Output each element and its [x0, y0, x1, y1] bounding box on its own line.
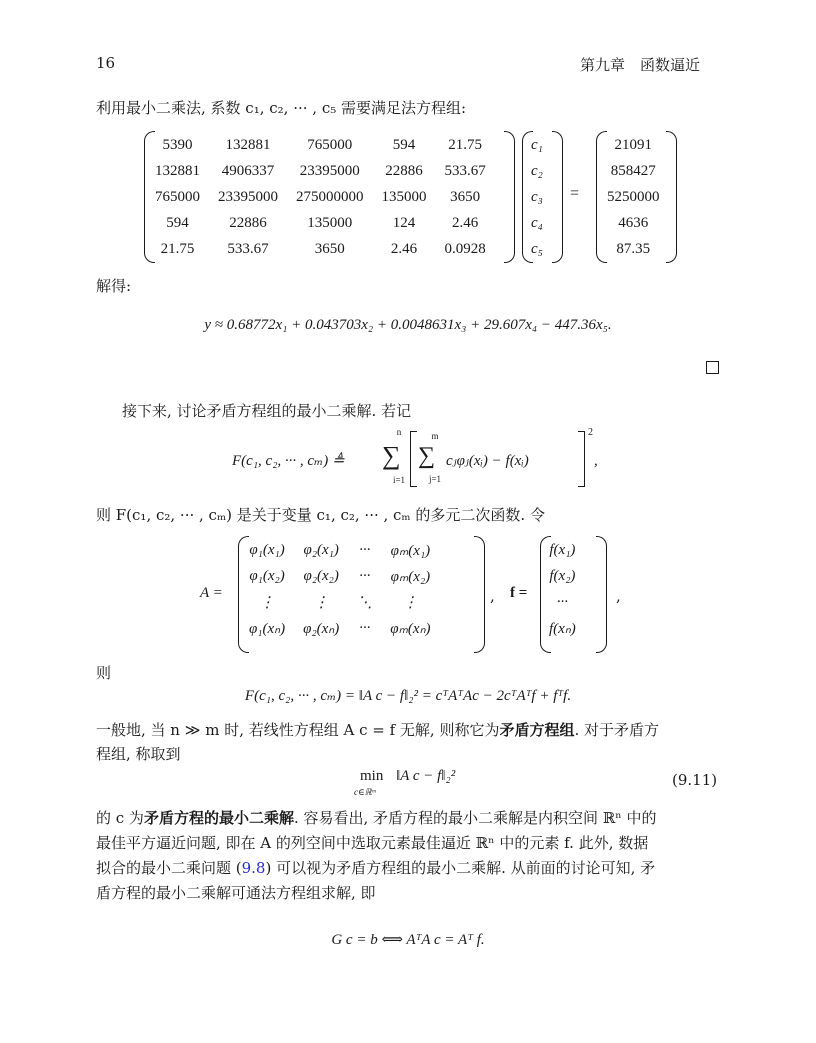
min-expression [352, 768, 472, 808]
text-run: 一般地, 当 n ≫ m 时, 若线性方程组 A c = f 无解, 则称它为 [96, 721, 500, 739]
right-square-bracket [578, 431, 585, 487]
vector-c-cell: c₃ [531, 188, 543, 205]
matrix-A-cell: φ₁(x₂) [249, 567, 285, 584]
vector-f-cell: ··· [556, 593, 569, 610]
vector-b-row [598, 132, 669, 158]
normal-equation-system [140, 127, 680, 267]
sum-upper: n [396, 427, 402, 437]
matrix-A-cell: ⋮ [313, 594, 329, 611]
paragraph-2: 接下来, 讨论矛盾方程组的最小二乘解. 若记 [122, 402, 412, 420]
vector-b-cell: 21091 [614, 136, 652, 153]
matrix-G-cell: 594 [392, 136, 416, 153]
matrix-G-cell: 765000 [155, 188, 200, 205]
matrix-definitions [200, 533, 640, 658]
right-bracket [474, 536, 485, 653]
matrix-A-cell: φ₂(xₙ) [303, 620, 340, 637]
chapter-title: 第九章 函数逼近 [580, 56, 701, 74]
matrix-G-cell: 135000 [381, 188, 427, 205]
matrix-G-cell: 5390 [162, 136, 193, 153]
text-run: 的 c 为 [96, 809, 144, 827]
matrix-A-cell: φ₂(x₁) [303, 541, 339, 558]
right-bracket [596, 536, 607, 653]
matrix-G-cell: 275000000 [296, 188, 364, 205]
matrix-A-cell: φ₁(x₁) [249, 541, 285, 558]
vector-b-cell: 4636 [618, 214, 649, 231]
vector-c-row [522, 158, 552, 184]
vector-f-row [540, 563, 585, 589]
min-body: ‖A c − f‖₂² [396, 768, 456, 784]
then-label: 则 [96, 664, 112, 682]
matrix-G-cell: 23395000 [218, 188, 278, 205]
matrix-G-cell: 594 [166, 214, 189, 231]
f-trailing-comma: , [616, 587, 621, 605]
matrix-G-cell: 132881 [225, 136, 271, 153]
matrix-A-cell: ⋮ [259, 594, 275, 611]
matrix-G-row [146, 236, 495, 262]
matrix-G-cell: 533.67 [227, 240, 269, 257]
A-label: A = [200, 585, 223, 601]
matrix-G-cell: 0.0928 [444, 240, 486, 257]
vector-b-cell: 858427 [610, 162, 656, 179]
vector-b-cell: 87.35 [616, 240, 651, 257]
solution-equation: y ≈ 0.68772x₁ + 0.043703x₂ + 0.0048631x₃ + 29.607x₄ − 447.36x₅. [204, 317, 612, 333]
matrix-A-row [240, 615, 440, 641]
vector-c-row [522, 236, 552, 262]
square-power: 2 [588, 427, 593, 438]
right-bracket [666, 131, 677, 263]
F-lhs: F(c₁, c₂, ··· , cₘ) ≜ [232, 453, 345, 469]
matrix-A-cell: φ₁(xₙ) [249, 620, 286, 637]
sum-symbol-icon: ∑ [382, 441, 401, 470]
paragraph-4-line-1 [96, 718, 659, 742]
right-bracket [552, 131, 563, 263]
qed-square-icon [706, 361, 719, 374]
equation-number: (9.11) [672, 771, 718, 789]
summand: cⱼφⱼ(xᵢ) − f(xᵢ) [446, 453, 529, 469]
intro-paragraph: 利用最小二乘法, 系数 c₁, c₂, ··· , c₅ 需要满足法方程组: [96, 99, 467, 117]
vector-f-row [540, 589, 585, 615]
defined-term: 矛盾方程组 [499, 721, 575, 739]
rhs-vector [598, 132, 669, 262]
text-run: 拟合的最小二乘问题 ( [96, 859, 242, 877]
vector-c-cell: c₂ [531, 162, 543, 179]
matrix-A-cell: ⋱ [357, 594, 373, 611]
matrix-A-cell: φₘ(x₂) [390, 568, 431, 585]
matrix-G-row [146, 184, 495, 210]
vector-c-row [522, 210, 552, 236]
right-bracket [504, 131, 515, 263]
matrix-A-cell: φₘ(x₁) [390, 542, 431, 559]
vector-c-cell: c₄ [531, 214, 543, 231]
matrix-G-cell: 23395000 [299, 162, 360, 179]
inner-sum-upper: m [431, 431, 439, 441]
sum-lower: i=1 [392, 475, 406, 485]
matrix-A-cell: ··· [359, 541, 371, 558]
matrix-G-row [146, 210, 495, 236]
inner-sum-symbol-icon: ∑ [418, 443, 436, 469]
matrix-G-row [146, 132, 495, 158]
vector-b-row [598, 184, 669, 210]
equation-reference-link[interactable]: 9.8 [241, 859, 266, 877]
inner-sum-lower: j=1 [428, 474, 442, 484]
min-operator: min [360, 768, 384, 784]
matrix-G-cell: 124 [392, 214, 416, 231]
paragraph-5-line-1 [96, 806, 657, 830]
matrix-G-cell: 3650 [450, 188, 481, 205]
left-square-bracket [410, 431, 417, 487]
trailing-comma: , [594, 453, 598, 469]
coefficient-matrix [146, 132, 495, 262]
vector-c-cell: c₅ [531, 240, 543, 257]
f-label: f = [510, 585, 528, 601]
text-run: . 容易看出, 矛盾方程的最小二乘解是内积空间 ℝⁿ 中的 [293, 809, 657, 827]
vector-c-cell: c₁ [531, 136, 543, 153]
paragraph-4-line-2: 程组, 称取到 [96, 745, 181, 763]
matrix-A-cell: φ₂(x₂) [303, 567, 339, 584]
A-trailing-comma: , [490, 587, 495, 605]
vector-f-cell: f(x₁) [549, 541, 576, 558]
final-equation: G c = b ⟺ AᵀA c = Aᵀ f. [331, 932, 485, 948]
matrix-A-cell: ⋮ [402, 594, 418, 611]
equals-sign: = [570, 185, 580, 202]
vector-f [540, 537, 585, 641]
vector-c-row [522, 184, 552, 210]
text-run: . 对于矛盾方 [574, 721, 660, 739]
paragraph-5-line-4: 盾方程的最小二乘解可通法方程组求解, 即 [96, 884, 376, 902]
unknown-vector [522, 132, 552, 262]
matrix-G-cell: 22886 [229, 214, 267, 231]
matrix-G-cell: 2.46 [390, 240, 418, 257]
vector-c-row [522, 132, 552, 158]
paragraph-3: 则 F(c₁, c₂, ··· , cₘ) 是关于变量 c₁, c₂, ··· , cₘ 的多元二次函数. 令 [96, 506, 545, 524]
matrix-G-row [146, 158, 495, 184]
matrix-A-cell: ··· [359, 567, 371, 584]
matrix-G-cell: 533.67 [444, 162, 486, 179]
matrix-G-cell: 2.46 [452, 214, 479, 231]
vector-f-row [540, 615, 585, 641]
matrix-G-cell: 765000 [307, 136, 353, 153]
page-number: 16 [96, 54, 116, 72]
solved-label: 解得: [96, 277, 132, 295]
matrix-G-cell: 132881 [155, 162, 200, 179]
matrix-A-cell: φₘ(xₙ) [390, 620, 431, 637]
matrix-G-cell: 3650 [314, 240, 345, 257]
matrix-G-cell: 21.75 [160, 240, 195, 257]
vector-b-cell: 5250000 [607, 188, 660, 205]
min-subscript: c∈ℝᵐ [354, 787, 376, 797]
F-expansion-equation: F(c₁, c₂, ··· , cₘ) = ‖A c − f‖₂² = cᵀAᵀAc − 2cᵀAᵀf + fᵀf. [244, 688, 572, 704]
vector-b-row [598, 158, 669, 184]
text-run: ) 可以视为矛盾方程组的最小二乘解. 从前面的讨论可知, 矛 [265, 859, 656, 877]
matrix-A [240, 537, 440, 641]
vector-f-cell: f(x₂) [549, 567, 576, 584]
vector-b-row [598, 236, 669, 262]
matrix-G-cell: 21.75 [448, 136, 482, 153]
vector-b-row [598, 210, 669, 236]
matrix-A-row [240, 563, 440, 589]
matrix-G-cell: 135000 [307, 214, 353, 231]
matrix-G-cell: 22886 [385, 162, 423, 179]
paragraph-5-line-2: 最佳平方逼近问题, 即在 A 的列空间中选取元素最佳逼近 ℝⁿ 中的元素 f. 此外, 数据 [96, 834, 649, 852]
matrix-A-cell: ··· [359, 619, 371, 636]
defined-term: 矛盾方程的最小二乘解 [143, 809, 294, 827]
vector-f-cell: f(xₙ) [549, 620, 576, 637]
matrix-A-row [240, 589, 440, 615]
matrix-G-cell: 4906337 [221, 162, 275, 179]
F-definition-equation [232, 427, 612, 497]
paragraph-5-line-3 [96, 856, 655, 880]
vector-f-row [540, 537, 585, 563]
matrix-A-row [240, 537, 440, 563]
